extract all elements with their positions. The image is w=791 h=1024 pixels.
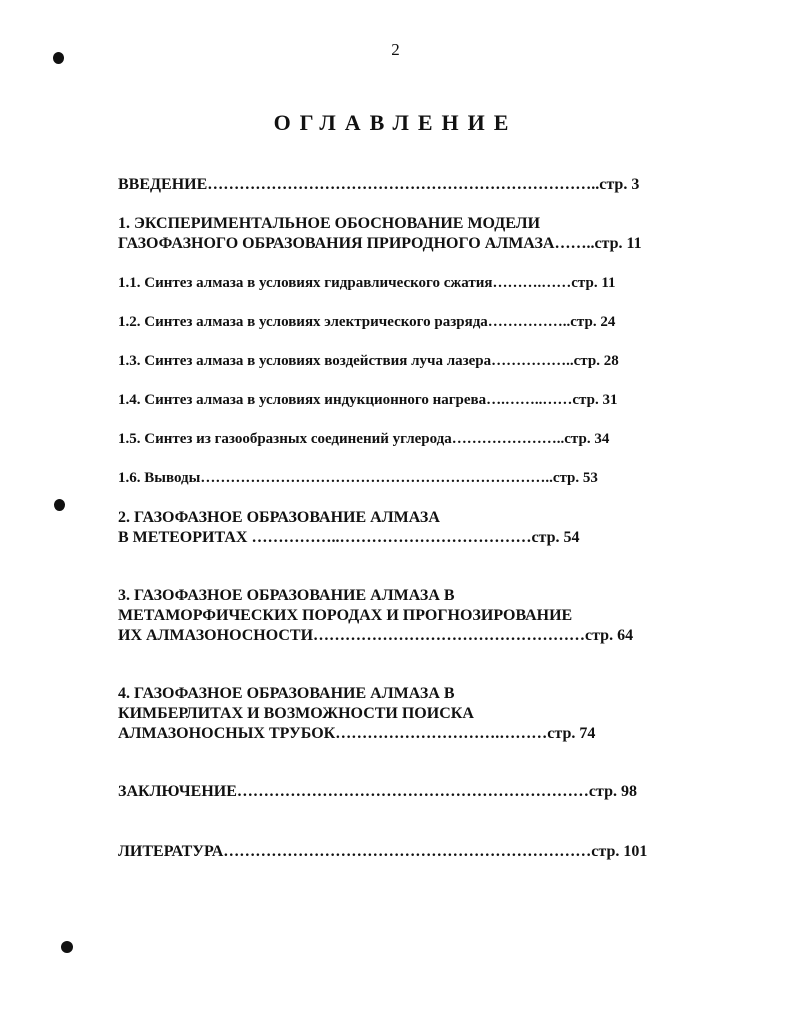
page-number: 2 (391, 40, 400, 59)
toc-entry-section-1-2 (118, 312, 615, 332)
toc-entry-section-1-1 (118, 273, 616, 293)
toc-entry-introduction (118, 175, 639, 195)
toc-line: В МЕТЕОРИТАХ ……………..………………………………стр. 54 (118, 529, 580, 546)
toc-entry-references (118, 842, 647, 862)
toc-line: 1.2. Синтез алмаза в условиях электрического разряда……………..стр. 24 (118, 314, 616, 330)
toc-line: 1.4. Синтез алмаза в условиях индукционного нагрева….……..……стр. 31 (118, 392, 618, 408)
toc-line: 1.3. Синтез алмаза в условиях воздействия луча лазера……………..стр. 28 (118, 353, 619, 369)
toc-line: ГАЗОФАЗНОГО ОБРАЗОВАНИЯ ПРИРОДНОГО АЛМАЗА……..стр. 11 (118, 235, 642, 252)
toc-line: 1. ЭКСПЕРИМЕНТАЛЬНОЕ ОБОСНОВАНИЕ МОДЕЛИ (118, 215, 541, 232)
binder-hole-mark (61, 941, 73, 953)
toc-entry-chapter-1 (118, 214, 642, 254)
toc-entry-section-1-6 (118, 468, 598, 488)
toc-line: ВВЕДЕНИЕ………………………………………………………………..стр. 3 (118, 176, 640, 193)
toc-line: ЗАКЛЮЧЕНИЕ…………………………………………………………стр. 98 (118, 783, 637, 800)
toc-entry-chapter-3 (118, 586, 633, 646)
toc-line: 4. ГАЗОФАЗНОЕ ОБРАЗОВАНИЕ АЛМАЗА В (118, 685, 455, 702)
page-title: ОГЛАВЛЕНИЕ (273, 110, 518, 135)
toc-line: ИХ АЛМАЗОНОСНОСТИ……………………………………………стр. 64 (118, 627, 634, 644)
toc-entry-section-1-5 (118, 429, 609, 449)
toc-line: 2. ГАЗОФАЗНОЕ ОБРАЗОВАНИЕ АЛМАЗА (118, 509, 440, 526)
toc-entry-chapter-4 (118, 684, 595, 744)
toc-entry-section-1-3 (118, 351, 619, 371)
toc-line: 1.1. Синтез алмаза в условиях гидравлического сжатия……….……стр. 11 (118, 275, 616, 291)
toc-line: КИМБЕРЛИТАХ И ВОЗМОЖНОСТИ ПОИСКА (118, 705, 474, 722)
toc-line: 1.5. Синтез из газообразных соединений углерода…………………..стр. 34 (118, 431, 610, 447)
toc-line: 3. ГАЗОФАЗНОЕ ОБРАЗОВАНИЕ АЛМАЗА В (118, 587, 455, 604)
toc-line: АЛМАЗОНОСНЫХ ТРУБОК………………………….………стр. 74 (118, 725, 596, 742)
binder-hole-mark (54, 499, 65, 511)
toc-entry-section-1-4 (118, 390, 617, 410)
toc-entry-conclusion (118, 782, 637, 802)
binder-hole-mark (53, 52, 64, 64)
toc-entry-chapter-2 (118, 508, 580, 548)
toc-line: МЕТАМОРФИЧЕСКИХ ПОРОДАХ И ПРОГНОЗИРОВАНИЕ (118, 607, 573, 624)
toc-line: ЛИТЕРАТУРА……………………………………………………………стр. 101 (118, 843, 648, 860)
toc-line: 1.6. Выводы……………………………………………………………..стр. 53 (118, 470, 598, 486)
